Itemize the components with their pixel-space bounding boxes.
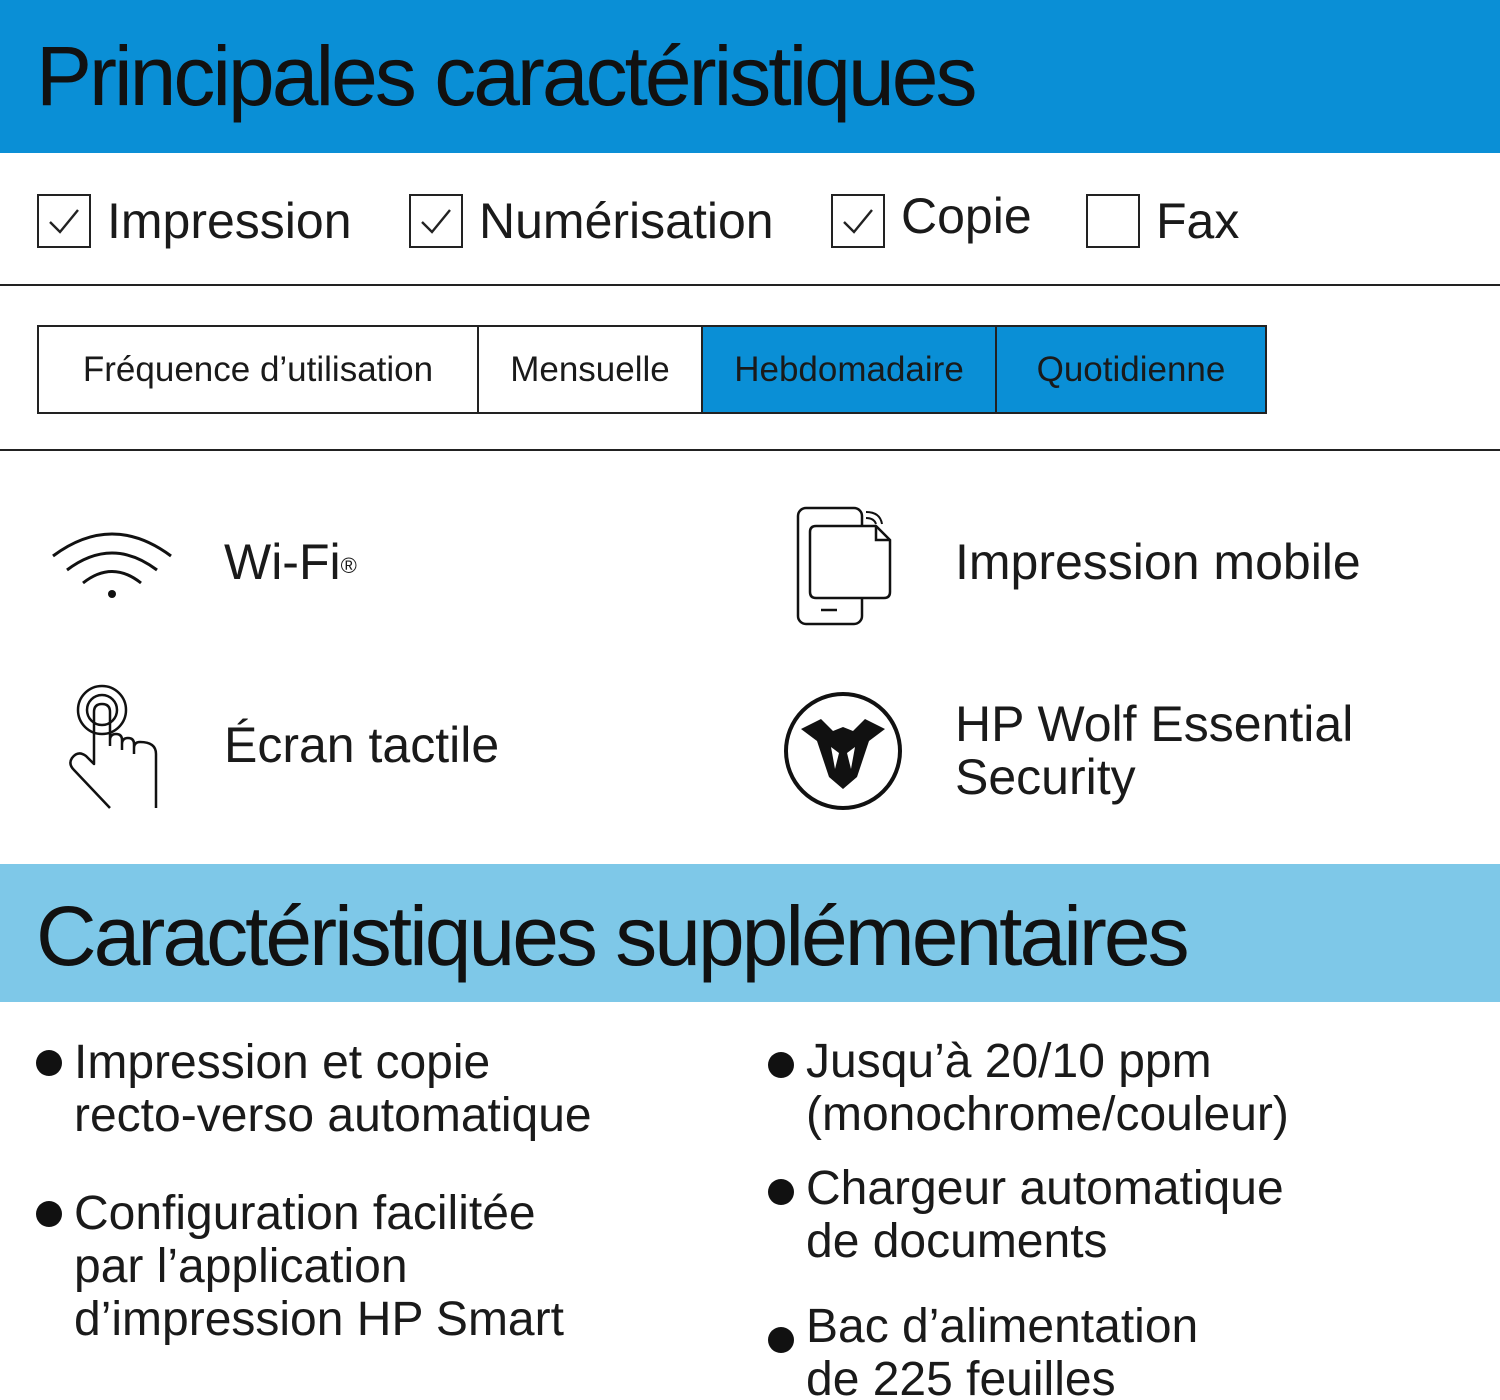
section-title: Caractéristiques supplémentaires (36, 889, 1187, 983)
frequency-daily: Quotidienne (997, 327, 1265, 412)
checkbox-checked-icon (831, 194, 885, 248)
bullet-dot-icon (768, 1052, 794, 1078)
bullet-line: Bac d’alimentation (806, 1300, 1199, 1353)
function-label: Copie (901, 188, 1032, 244)
feature-mobile-label: Impression mobile (955, 534, 1361, 590)
bullet-dot-icon (768, 1327, 794, 1353)
bullet-line: de 225 feuilles (806, 1353, 1116, 1400)
checkbox-checked-icon (37, 194, 91, 248)
registered-mark: ® (340, 553, 357, 578)
feature-security-line1: HP Wolf Essential (955, 696, 1354, 752)
main-features-header (0, 0, 1500, 153)
bullet-line: Impression et copie (74, 1036, 491, 1089)
function-label: Fax (1156, 193, 1240, 249)
bullet-line: d’impression HP Smart (74, 1293, 564, 1346)
bullet-dot-icon (768, 1179, 794, 1205)
function-checklist (0, 153, 1500, 285)
frequency-weekly: Hebdomadaire (703, 327, 997, 412)
bullet-dot-icon (36, 1201, 62, 1227)
bullet-line: Jusqu’à 20/10 ppm (806, 1035, 1212, 1088)
bullet-line: recto-verso automatique (74, 1089, 592, 1142)
bullet-line: Configuration facilitée (74, 1187, 536, 1240)
frequency-monthly: Mensuelle (479, 327, 703, 412)
divider (0, 284, 1500, 286)
usage-frequency-scale (37, 325, 1267, 414)
feature-touch-label: Écran tactile (224, 717, 500, 773)
touch-screen-icon (64, 684, 162, 810)
function-copie (831, 188, 1032, 250)
function-label: Impression (107, 193, 352, 249)
bullet-line: Chargeur automatique (806, 1162, 1284, 1215)
feature-wifi-label: Wi-Fi (224, 534, 341, 590)
divider (0, 449, 1500, 451)
bullet-line: de documents (806, 1215, 1108, 1268)
additional-features-header (0, 864, 1500, 1002)
function-fax (1086, 192, 1239, 250)
mobile-print-icon (796, 506, 894, 626)
bullet-line: par l’application (74, 1240, 408, 1293)
bullet-line: (monochrome/couleur) (806, 1088, 1289, 1141)
checkbox-empty-icon (1086, 194, 1140, 248)
page-title: Principales caractéristiques (36, 29, 975, 123)
checkbox-checked-icon (409, 194, 463, 248)
wolf-shield-icon (783, 691, 903, 811)
bullet-dot-icon (36, 1050, 62, 1076)
function-numerisation (409, 192, 774, 250)
function-impression (37, 192, 352, 250)
function-label: Numérisation (479, 193, 774, 249)
feature-security-line2: Security (955, 749, 1136, 805)
usage-frequency-label: Fréquence d’utilisation (39, 327, 479, 412)
wifi-icon (50, 526, 174, 602)
